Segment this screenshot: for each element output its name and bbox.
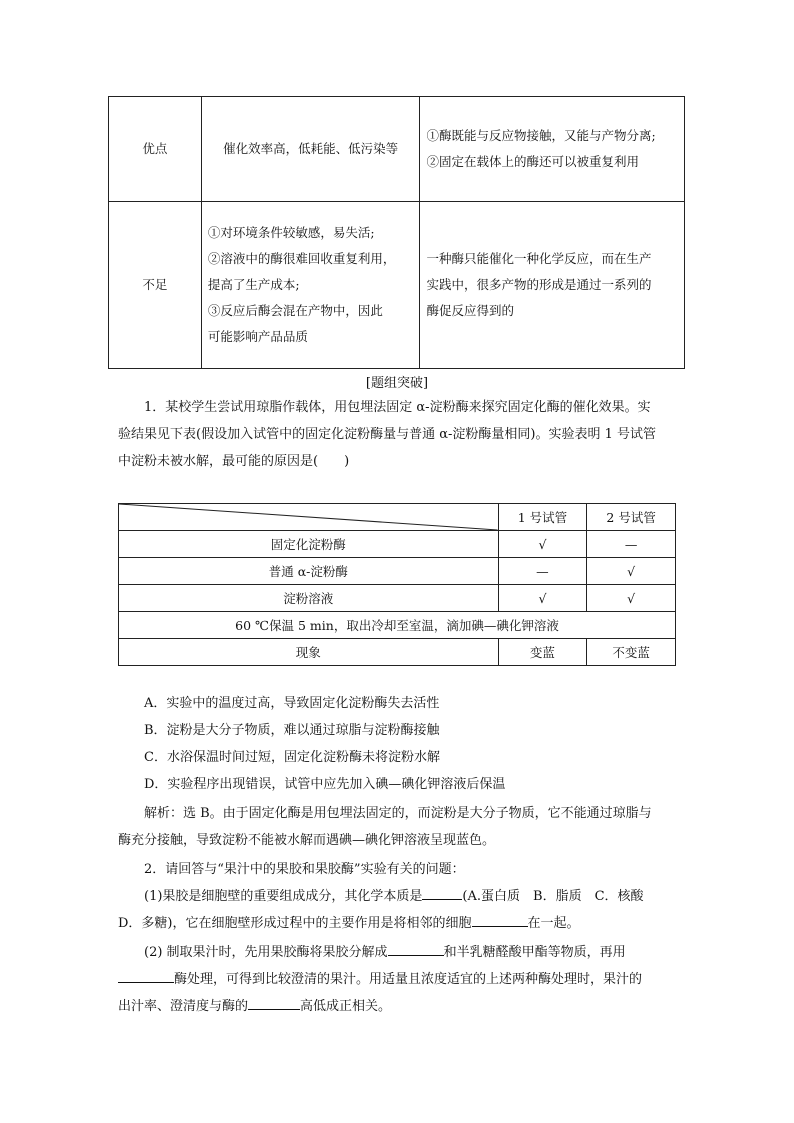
cell-tube-2: √: [587, 585, 676, 612]
answer-blank[interactable]: [422, 885, 462, 900]
cell-line: 可能影响产品品质: [207, 329, 308, 344]
cell-tube-1: 变蓝: [498, 639, 587, 666]
option-d: D．实验程序出现错误，试管中应先加入碘—碘化钾溶液后保温: [144, 777, 506, 792]
text-segment: 酶处理，可得到比较澄清的果汁。用适量且浓度适宜的上述两种酶处理时，果汁的: [174, 972, 643, 987]
cell-shortcoming-immobilized-enzyme: [420, 202, 685, 369]
condition-cell: 60 ℃保温 5 min，取出冷却至室温，滴加碘—碘化钾溶液: [119, 612, 676, 639]
row-label: 固定化淀粉酶: [119, 531, 499, 558]
option-b: B．淀粉是大分子物质，难以通过琼脂与淀粉酶接触: [144, 723, 440, 738]
table-row: [119, 531, 676, 558]
row-label: 淀粉溶液: [119, 585, 499, 612]
cell-line: 催化效率高，低耗能、低污染等: [223, 141, 399, 156]
stem-line: 中淀粉未被水解，最可能的原因是( ): [118, 454, 350, 469]
answer-blank[interactable]: [472, 912, 528, 927]
cell-tube-1: —: [498, 558, 587, 585]
answer-blank[interactable]: [118, 968, 174, 983]
cell-tube-1: √: [498, 531, 587, 558]
analysis: [118, 800, 680, 854]
question-2-part-2: [118, 939, 680, 1020]
cell-tube-1: √: [498, 585, 587, 612]
text-segment: 和半乳糖醛酸甲酯等物质，再用: [443, 945, 626, 960]
cell-line: 实践中，很多产物的形成是通过一系列的: [426, 277, 652, 292]
comparison-table: [108, 96, 685, 369]
text-segment: (A.蛋白质 B．脂质 C．核酸: [462, 889, 644, 904]
table-row: [119, 585, 676, 612]
option-c: C．水浴保温时间过短，固定化淀粉酶未将淀粉水解: [144, 750, 440, 765]
option-a: A．实验中的温度过高，导致固定化淀粉酶失去活性: [144, 696, 440, 711]
table-row: [119, 558, 676, 585]
text-segment: 在一起。: [527, 916, 580, 931]
cell-line: 提高了生产成本;: [207, 277, 300, 292]
cell-tube-2: 不变蓝: [587, 639, 676, 666]
cell-line: ①酶既能与反应物接触，又能与产物分离;: [426, 128, 656, 143]
section-title: [题组突破]: [365, 376, 429, 391]
analysis-line: 解析：选 B。由于固定化酶是用包埋法固定的，而淀粉是大分子物质，它不能通过琼脂与: [144, 806, 652, 821]
cell-advantage-immobilized-enzyme: [420, 97, 685, 202]
text-segment: 高低成正相关。: [300, 999, 392, 1014]
row-label: 普通 α-淀粉酶: [119, 558, 499, 585]
question-2-part-1: [118, 883, 680, 937]
question-2-stem: 2．请回答与“果汁中的果胶和果胶酶”实验有关的问题：: [144, 862, 465, 877]
analysis-line: 酶充分接触，导致淀粉不能被水解而遇碘—碘化钾溶液呈现蓝色。: [118, 833, 496, 848]
experiment-table: [118, 503, 676, 666]
answer-blank[interactable]: [388, 941, 444, 956]
text-segment: (2) 制取果汁时，先用果胶酶将果胶分解成: [144, 945, 388, 960]
diagonal-line: [119, 504, 498, 530]
cell-advantage-free-enzyme: [201, 97, 420, 202]
cell-line: 酶促反应得到的: [426, 303, 514, 318]
text-segment: (1)果胶是细胞壁的重要组成成分，其化学本质是: [144, 889, 423, 904]
cell-line: ③反应后酶会混在产物中，因此: [207, 303, 383, 318]
answer-blank[interactable]: [248, 995, 300, 1010]
table-row: [109, 97, 685, 202]
table-header-row: [119, 504, 676, 531]
header-tube-2: 2 号试管: [587, 504, 676, 531]
question-1-stem: [118, 394, 680, 475]
stem-line: 1．某校学生尝试用琼脂作载体，用包埋法固定 α-淀粉酶来探究固定化酶的催化效果。实: [144, 400, 651, 415]
diagonal-header-cell: [119, 504, 499, 531]
table-row: [119, 639, 676, 666]
cell-line: 一种酶只能催化一种化学反应，而在生产: [426, 251, 652, 266]
cell-tube-2: —: [587, 531, 676, 558]
row-label: 不足: [109, 202, 202, 369]
row-label: 优点: [109, 97, 202, 202]
cell-tube-2: √: [587, 558, 676, 585]
text-segment: D．多糖)，它在细胞壁形成过程中的主要作用是将相邻的细胞: [118, 916, 472, 931]
row-label: 现象: [119, 639, 499, 666]
cell-line: ②溶液中的酶很难回收重复利用，: [207, 251, 396, 266]
cell-shortcoming-free-enzyme: [201, 202, 420, 369]
header-tube-1: 1 号试管: [498, 504, 587, 531]
cell-line: ①对环境条件较敏感，易失活;: [207, 225, 375, 240]
text-segment: 出汁率、澄清度与酶的: [118, 999, 249, 1014]
table-row: [109, 202, 685, 369]
cell-line: ②固定在载体上的酶还可以被重复利用: [426, 154, 639, 169]
table-row: [119, 612, 676, 639]
stem-line: 验结果见下表(假设加入试管中的固定化淀粉酶量与普通 α-淀粉酶量相同)。实验表明 1 号试管: [118, 427, 656, 442]
